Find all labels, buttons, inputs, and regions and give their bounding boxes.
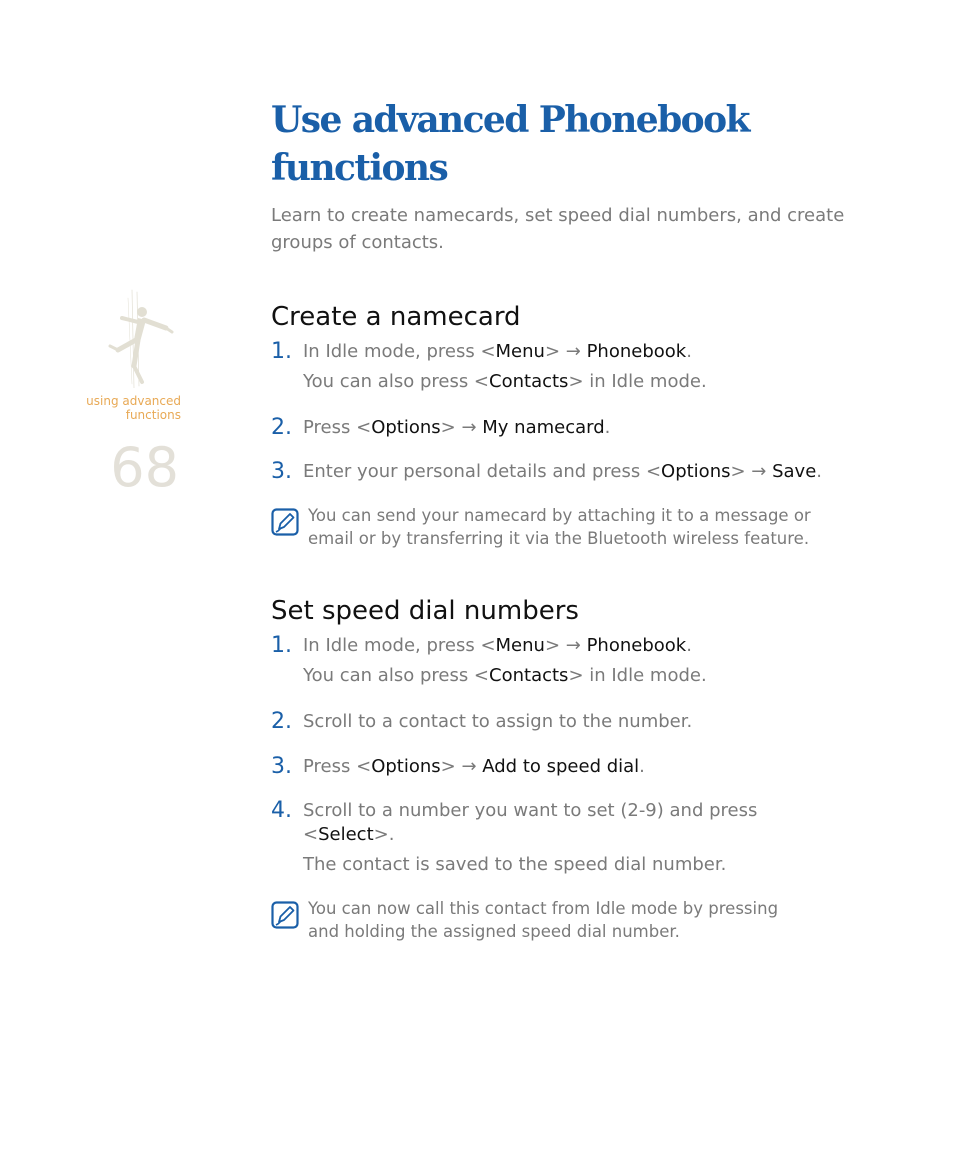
step-text: Press < [303,417,372,438]
note-pencil-icon [271,901,299,929]
section-label-line2: functions [125,408,181,422]
subtext-part: You can also press < [303,665,490,686]
step-text: Scroll to a number you want to set (2-9) and press < [303,800,758,845]
main-content [271,96,871,943]
step-text: > → [440,417,483,438]
page-number: 68 [110,436,179,499]
note-text: You can now call this contact from Idle mode by pressing and holding the assigned speed dial number. [308,899,779,941]
step-subtext [303,370,871,394]
note-pencil-icon [271,508,299,536]
step-item [271,340,871,394]
step-number: 1. [271,339,292,364]
namecard-steps [271,340,871,484]
menu-path-item: My namecard [482,417,605,438]
options-key: Options [371,756,441,777]
contacts-key: Contacts [489,371,569,392]
step-text: Press < [303,756,372,777]
step-item [271,710,871,734]
step-text: . [686,341,692,362]
step-text: > → [544,341,587,362]
step-number: 2. [271,415,292,440]
menu-path-item: Phonebook [586,635,687,656]
step-text: > → [440,756,483,777]
step-number: 2. [271,709,292,734]
contacts-key: Contacts [489,665,569,686]
step-number: 3. [271,459,292,484]
step-item [271,416,871,440]
subtext-part: > in Idle mode. [568,665,707,686]
section-heading-speed-dial: Set speed dial numbers [271,596,579,626]
step-text: In Idle mode, press < [303,341,496,362]
falling-figure-illustration [104,288,178,388]
section-heading-namecard: Create a namecard [271,302,521,332]
options-key: Options [371,417,441,438]
step-item [271,460,823,484]
step-text: >. [373,824,395,845]
menu-path-item: Add to speed dial [482,756,640,777]
step-text: . [686,635,692,656]
step-text: In Idle mode, press < [303,635,496,656]
subtext-part: You can also press < [303,371,490,392]
select-key: Select [318,824,374,845]
menu-path-item: Save [772,461,817,482]
menu-key: Menu [495,341,545,362]
step-text: . [604,417,611,438]
menu-path-item: Phonebook [586,341,687,362]
step-item [271,799,823,877]
section-label-line1: using advanced [86,394,181,408]
step-text: Enter your personal details and press < [303,461,662,482]
step-item [271,634,871,688]
step-number: 1. [271,633,292,658]
step-text: . [816,461,823,482]
step-text: . [639,756,645,777]
menu-key: Menu [495,635,545,656]
subtext-part: > in Idle mode. [568,371,707,392]
step-number: 3. [271,754,292,779]
speed-dial-steps [271,634,871,877]
step-number: 4. [271,798,292,823]
step-item [271,755,871,779]
intro-text: Learn to create namecards, set speed dial numbers, and create groups of contacts. [271,205,845,253]
options-key: Options [661,461,731,482]
step-text: > → [730,461,773,482]
note-namecard [271,504,853,550]
step-subtext [303,664,871,688]
page-title: Use advanced Phonebook functions [271,99,749,189]
note-speed-dial [271,897,808,943]
note-text: You can send your namecard by attaching it to a message or email or by transferring it via the Bluetooth wireless feature. [308,506,811,548]
step-subtext: The contact is saved to the speed dial number. [303,854,727,875]
step-text: > → [544,635,587,656]
step-text: Scroll to a contact to assign to the number. [303,711,693,732]
section-label [60,394,181,422]
